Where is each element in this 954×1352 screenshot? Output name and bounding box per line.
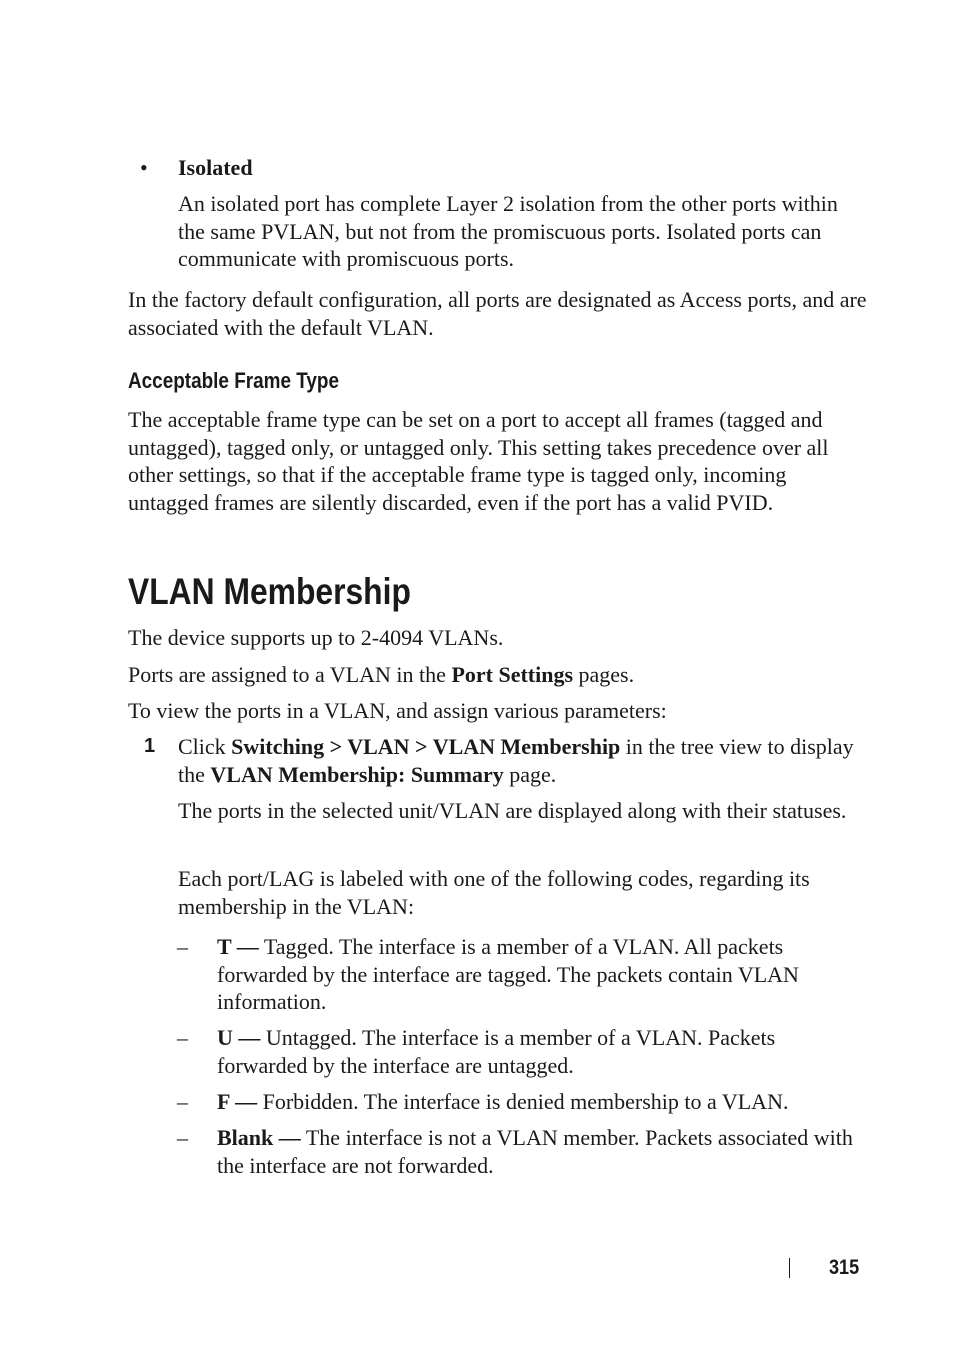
code-dash: – [177, 1025, 188, 1050]
isolated-title: Isolated [178, 155, 253, 180]
code-dash: – [177, 1125, 188, 1150]
ports-assigned-paragraph: Ports are assigned to a VLAN in the Port Settings pages. [128, 662, 635, 687]
page-name: VLAN Membership: Summary [210, 761, 504, 787]
code-item-forbidden: F — Forbidden. The interface is denied membership to a VLAN. [217, 1089, 789, 1114]
supports-paragraph: The device supports up to 2-4094 VLANs. [128, 625, 504, 650]
code-dash: – [177, 1089, 188, 1114]
step1-codes-intro: Each port/LAG is labeled with one of the following codes, regarding its membership in the VLAN: [178, 866, 810, 919]
acceptable-frame-heading: Acceptable Frame Type [128, 368, 340, 393]
code-item-blank: Blank — The interface is not a VLAN member. Packets associated with the interface are not forwarded. [217, 1125, 853, 1178]
acceptable-frame-body: The acceptable frame type can be set on a port to accept all frames (tagged and untagged), tagged only, or untagged only. This setting takes precedence over all other settings, so that if the acceptable frame type is tagged only, incoming untagged frames are silently discarded, even if the port has a valid PVID. [128, 407, 829, 515]
page-number: 315 [829, 1256, 860, 1279]
code-item-tagged: T — Tagged. The interface is a member of a VLAN. All packets forwarded by the interface are tagged. The packets contain VLAN information. [217, 934, 799, 1014]
port-settings-term: Port Settings [451, 662, 574, 687]
code-item-untagged: U — Untagged. The interface is a member of a VLAN. Packets forwarded by the interface are untagged. [217, 1025, 776, 1078]
bullet-isolated: • [140, 155, 148, 180]
step1-instruction: Click Switching > VLAN > VLAN Membership in the tree view to display the VLAN Membership: Summary page. [178, 734, 854, 787]
code-dash: – [177, 934, 188, 959]
footer-divider [789, 1258, 790, 1278]
menu-path: Switching > VLAN > VLAN Membership [231, 734, 621, 759]
isolated-body: An isolated port has complete Layer 2 isolation from the other ports within the same PVLAN, but not from the promiscuous ports. Isolated ports can communicate with promiscuous ports. [178, 191, 838, 271]
vlan-membership-heading: VLAN Membership [128, 571, 411, 612]
factory-default-paragraph: In the factory default configuration, all ports are designated as Access ports, and are associated with the default VLAN. [128, 287, 867, 340]
step1-displayed: The ports in the selected unit/VLAN are displayed along with their statuses. [178, 798, 847, 823]
to-view-paragraph: To view the ports in a VLAN, and assign various parameters: [128, 698, 667, 723]
step-number: 1 [144, 735, 156, 757]
